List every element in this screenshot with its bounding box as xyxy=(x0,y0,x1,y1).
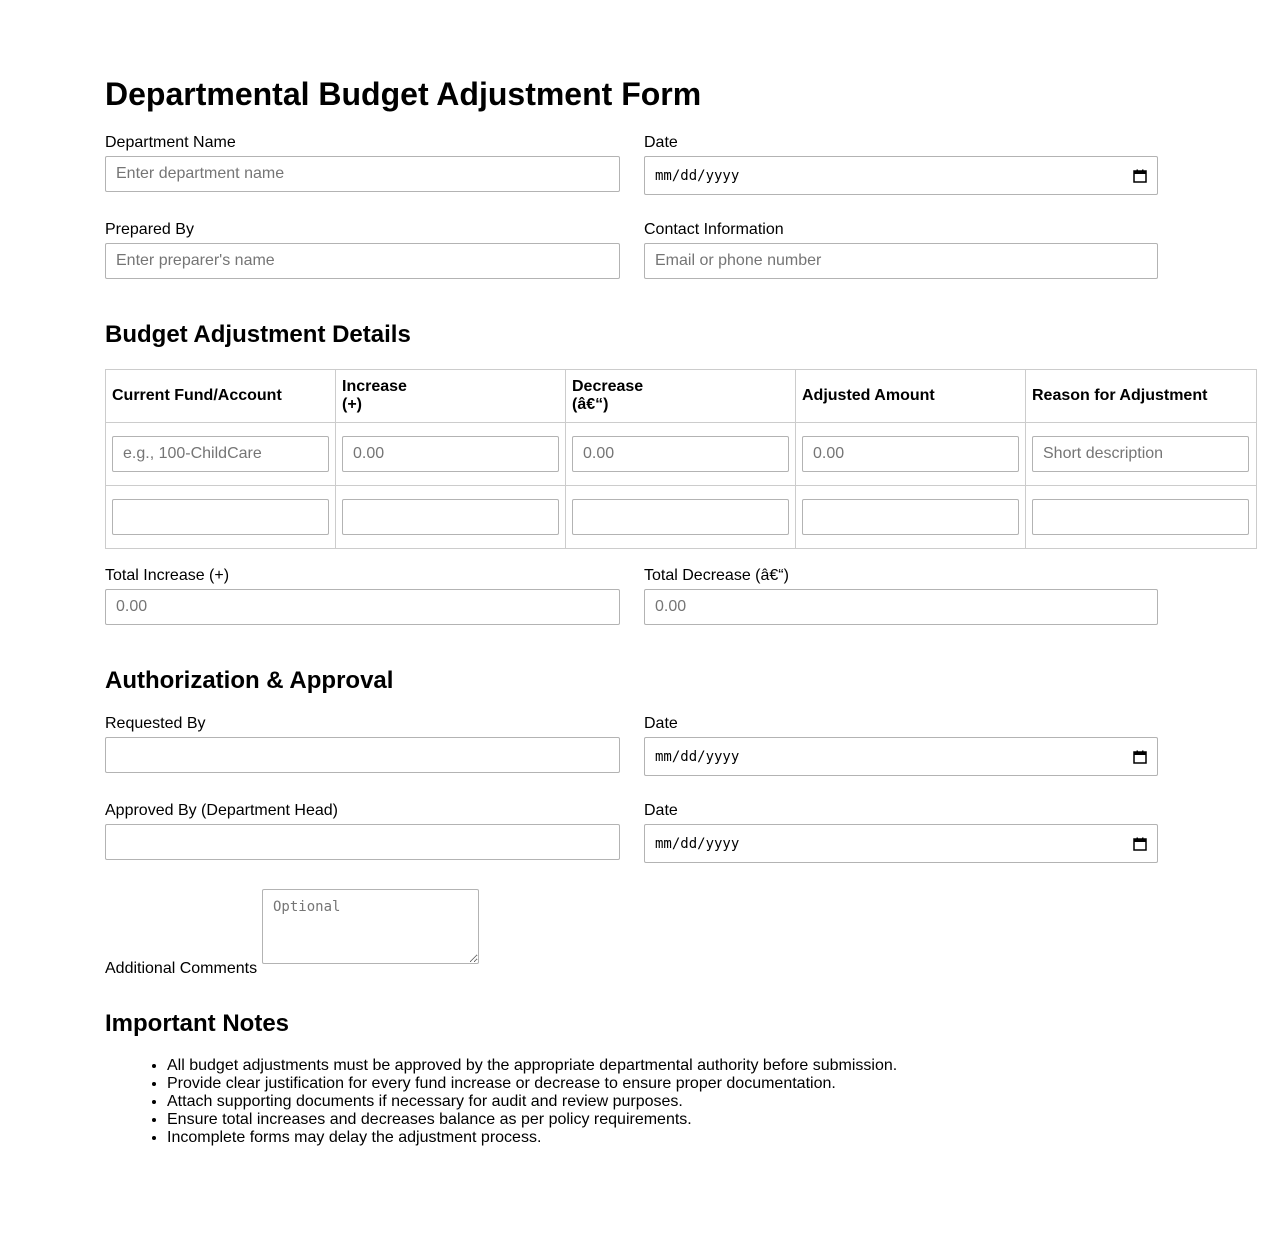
table-cell xyxy=(566,486,796,549)
requested-by-label: Requested By xyxy=(105,715,206,732)
table-row xyxy=(106,486,1257,549)
requested-by-input[interactable] xyxy=(105,737,620,773)
page-title: Departmental Budget Adjustment Form xyxy=(105,76,702,112)
adjusted-amount-input[interactable] xyxy=(802,499,1019,535)
approved-by-input[interactable] xyxy=(105,824,620,860)
requested-date-label: Date xyxy=(644,715,678,732)
table-header-row xyxy=(106,370,1257,423)
authorization-heading: Authorization & Approval xyxy=(105,667,394,694)
notes-heading: Important Notes xyxy=(105,1010,290,1037)
department-name-input[interactable] xyxy=(105,156,620,192)
column-header-decrease xyxy=(566,370,796,423)
increase-input[interactable] xyxy=(342,499,559,535)
decrease-input[interactable] xyxy=(572,499,789,535)
reason-input[interactable] xyxy=(1032,499,1249,535)
calendar-icon[interactable] xyxy=(1133,750,1147,764)
date-input[interactable] xyxy=(644,156,1158,195)
list-item: • Attach supporting documents if necessary for audit and review purposes. xyxy=(167,1093,897,1111)
decrease-input[interactable] xyxy=(572,436,789,472)
contact-information-input[interactable] xyxy=(644,243,1158,279)
column-header-increase xyxy=(336,370,566,423)
column-header-reason: Reason for Adjustment xyxy=(1026,370,1257,423)
column-header-increase-text: Increase xyxy=(342,378,407,395)
table-cell xyxy=(566,423,796,486)
table-cell xyxy=(106,423,336,486)
notes-list xyxy=(105,1057,897,1147)
total-decrease-label: Total Decrease (â€“) xyxy=(644,567,789,584)
fund-account-input[interactable] xyxy=(112,436,329,472)
list-item: • All budget adjustments must be approved by the appropriate departmental authority before submission. xyxy=(167,1057,897,1075)
calendar-icon[interactable] xyxy=(1133,837,1147,851)
column-header-increase-sign: (+) xyxy=(342,396,362,413)
column-header-adjusted: Adjusted Amount xyxy=(796,370,1026,423)
approved-date-input[interactable] xyxy=(644,824,1158,863)
list-item: • Provide clear justification for every fund increase or decrease to ensure proper documentation. xyxy=(167,1075,897,1093)
list-item: • Ensure total increases and decreases balance as per policy requirements. xyxy=(167,1111,897,1129)
increase-input[interactable] xyxy=(342,436,559,472)
prepared-by-input[interactable] xyxy=(105,243,620,279)
requested-date-value: mm/dd/yyyy xyxy=(655,748,740,765)
department-name-label: Department Name xyxy=(105,134,236,151)
date-label: Date xyxy=(644,134,678,151)
fund-account-input[interactable] xyxy=(112,499,329,535)
budget-details-heading: Budget Adjustment Details xyxy=(105,321,411,348)
total-increase-input[interactable] xyxy=(105,589,620,625)
reason-input[interactable] xyxy=(1032,436,1249,472)
approved-date-value: mm/dd/yyyy xyxy=(655,835,740,852)
total-decrease-input[interactable] xyxy=(644,589,1158,625)
total-increase-label: Total Increase (+) xyxy=(105,567,230,584)
list-item: • Incomplete forms may delay the adjustment process. xyxy=(167,1129,897,1147)
table-cell xyxy=(796,423,1026,486)
calendar-icon[interactable] xyxy=(1133,169,1147,183)
table-cell xyxy=(1026,423,1257,486)
additional-comments-input[interactable] xyxy=(262,889,479,964)
prepared-by-label: Prepared By xyxy=(105,221,194,238)
approved-date-label: Date xyxy=(644,802,678,819)
table-row xyxy=(106,423,1257,486)
approved-by-label: Approved By (Department Head) xyxy=(105,802,338,819)
column-header-decrease-sign: (â€“) xyxy=(572,396,609,413)
table-cell xyxy=(336,486,566,549)
additional-comments-label: Additional Comments xyxy=(105,960,258,977)
table-cell xyxy=(796,486,1026,549)
column-header-fund: Current Fund/Account xyxy=(106,370,336,423)
table-cell xyxy=(106,486,336,549)
column-header-decrease-text: Decrease xyxy=(572,378,644,395)
table-cell xyxy=(336,423,566,486)
budget-adjustment-table xyxy=(105,369,1257,549)
requested-date-input[interactable] xyxy=(644,737,1158,776)
adjusted-amount-input[interactable] xyxy=(802,436,1019,472)
table-cell xyxy=(1026,486,1257,549)
contact-information-label: Contact Information xyxy=(644,221,784,238)
date-input-value: mm/dd/yyyy xyxy=(655,167,740,184)
